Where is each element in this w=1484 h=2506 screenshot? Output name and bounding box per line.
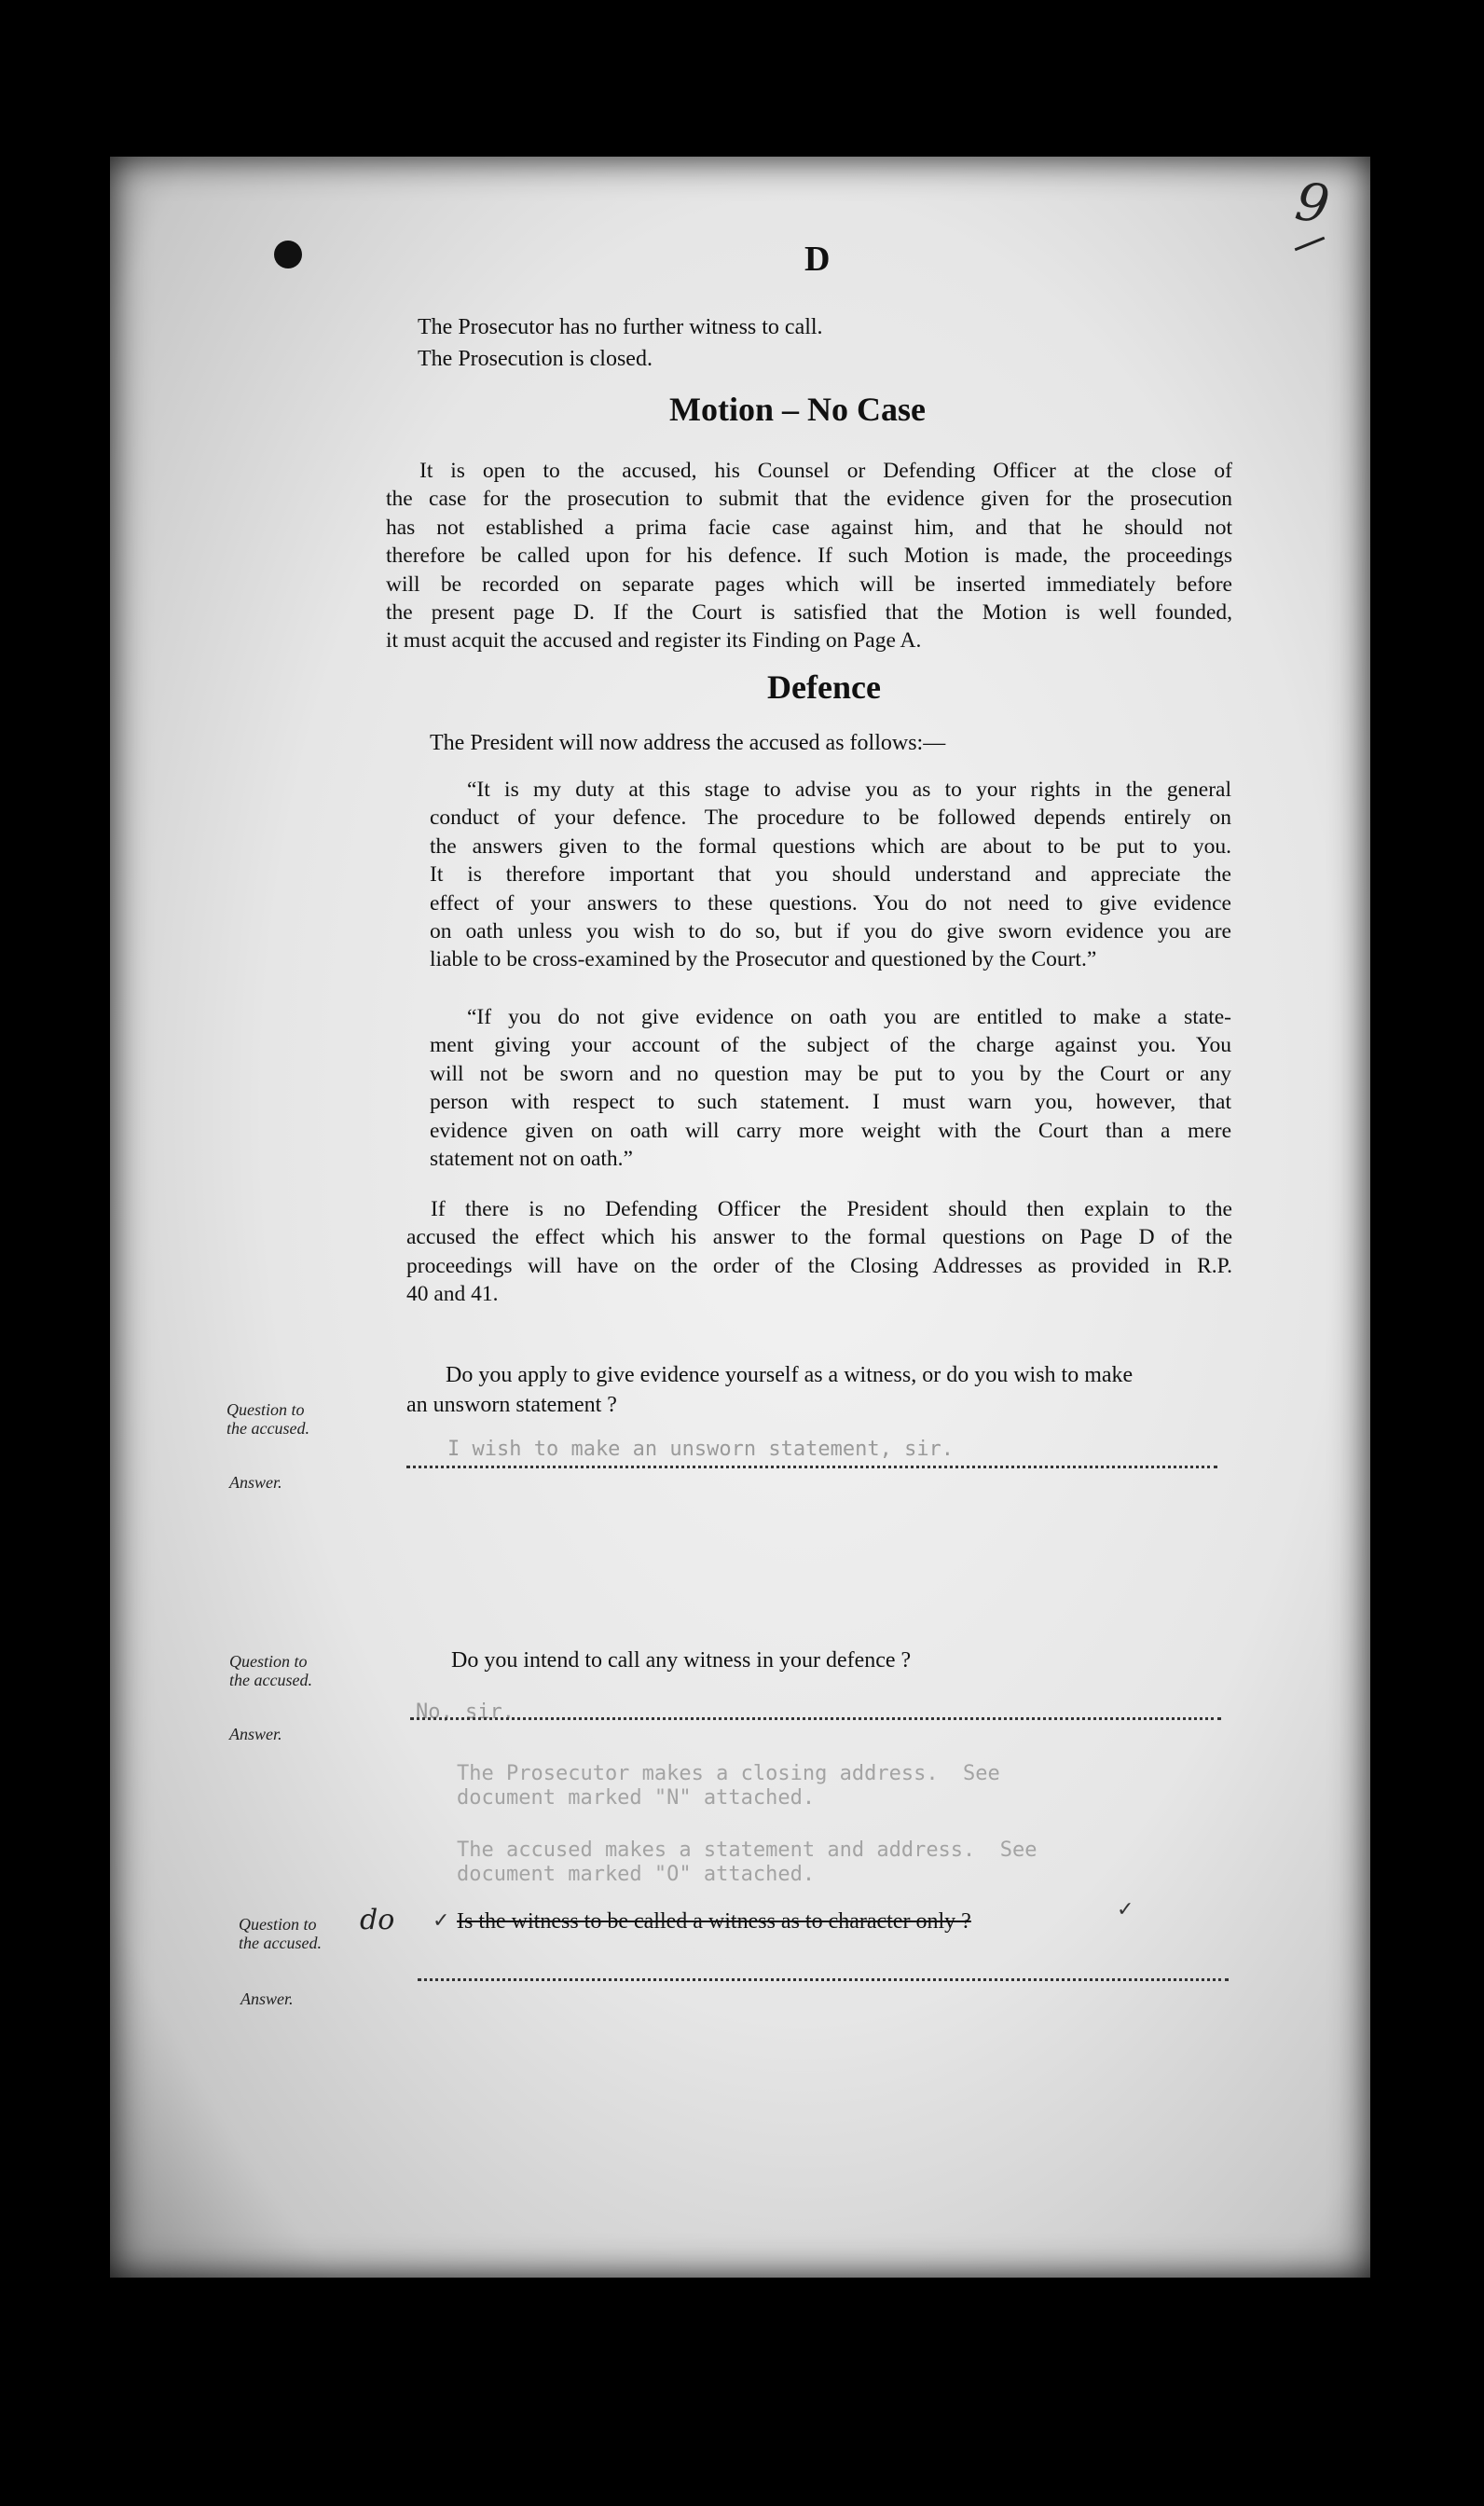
motion-line: therefore be called upon for his defence. If such Motion is made, the proceedings xyxy=(386,544,1232,569)
typed-note-1 xyxy=(457,1762,1000,1811)
q2-answer-text: No, sir. xyxy=(416,1700,515,1724)
question-label-line-2: the accused. xyxy=(239,1934,322,1952)
quote1-line: the answers given to the formal questions which are about to be put to you. xyxy=(430,833,1231,859)
tick-mark-right-icon: ✓ xyxy=(1117,1898,1134,1921)
handwritten-page-number: 9 xyxy=(1291,171,1333,237)
quote1-line: It is therefore important that you should understand and appreciate the xyxy=(430,862,1231,888)
q3-margin-label xyxy=(239,1915,322,1952)
q1-answer-text: I wish to make an unsworn statement, sir. xyxy=(447,1438,955,1461)
motion-line: the present page D. If the Court is satisfied that the Motion is well founded, xyxy=(386,600,1232,626)
quote1-line: conduct of your defence. The procedure to be followed depends entirely on xyxy=(430,806,1231,831)
typed-note-2-line-1: The accused makes a statement and address. See xyxy=(457,1838,1037,1862)
note-line: proceedings will have on the order of the Closing Addresses as provided in R.P. xyxy=(406,1253,1232,1278)
typed-note-2 xyxy=(457,1838,1037,1887)
motion-paragraph xyxy=(386,457,1232,655)
motion-line: it must acquit the accused and register its Finding on Page A. xyxy=(386,628,922,654)
motion-line: has not established a prima facie case against him, and that he should not xyxy=(386,515,1232,540)
typed-note-1-line-2: document marked "N" attached. xyxy=(457,1786,816,1810)
intro-line-2: The Prosecution is closed. xyxy=(418,347,653,371)
question-label-line-1: Question to xyxy=(239,1915,317,1934)
punch-hole xyxy=(274,241,302,268)
quote2-line: evidence given on oath will carry more weight with the Court than a mere xyxy=(430,1118,1231,1143)
q1-answer-label: Answer. xyxy=(229,1473,282,1492)
question-label-line-2: the accused. xyxy=(227,1419,309,1438)
page-letter: D xyxy=(804,240,831,279)
q1-question-line-1: Do you apply to give evidence yourself as a witness, or do you wish to make xyxy=(446,1363,1134,1387)
quote2-line: ment giving your account of the subject of the charge against you. You xyxy=(430,1033,1231,1058)
quote2-line: person with respect to such statement. I must warn you, however, that xyxy=(430,1090,1231,1115)
defence-quote-1 xyxy=(430,776,1231,974)
q1-answer-line xyxy=(406,1466,1217,1468)
motion-line: It is open to the accused, his Counsel or Defending Officer at the close of xyxy=(419,459,1232,483)
quote1-line: on oath unless you wish to do so, but if you do give sworn evidence you are xyxy=(430,919,1231,944)
note-line: 40 and 41. xyxy=(406,1282,499,1307)
handwritten-mark: do xyxy=(360,1904,395,1936)
q1-question-line-2: an unsworn statement ? xyxy=(406,1393,617,1417)
note-line: accused the effect which his answer to the formal questions on Page D of the xyxy=(406,1225,1232,1250)
defence-note xyxy=(406,1195,1232,1309)
motion-line: will be recorded on separate pages which will be inserted immediately before xyxy=(386,571,1232,597)
q2-question: Do you intend to call any witness in your defence ? xyxy=(451,1648,912,1673)
intro-line-1: The Prosecutor has no further witness to call. xyxy=(418,315,823,339)
defence-intro: The President will now address the accused as follows:— xyxy=(430,731,946,755)
motion-heading: Motion – No Case xyxy=(669,391,926,428)
q3-answer-line xyxy=(418,1978,1229,1981)
tick-mark-left-icon: ✓ xyxy=(433,1909,450,1933)
question-label-line-2: the accused. xyxy=(229,1671,312,1689)
defence-quote-2 xyxy=(430,1003,1231,1173)
q2-answer-line xyxy=(410,1717,1221,1720)
defence-heading: Defence xyxy=(767,668,881,706)
motion-line: the case for the prosecution to submit that the evidence given for the prosecution xyxy=(386,487,1232,512)
document-page xyxy=(110,157,1370,2278)
note-line: If there is no Defending Officer the President should then explain to the xyxy=(431,1197,1232,1221)
question-label-line-1: Question to xyxy=(227,1400,305,1419)
quote1-line: effect of your answers to these questions. You do not need to give evidence xyxy=(430,890,1231,916)
q2-margin-label xyxy=(229,1652,312,1689)
question-label-line-1: Question to xyxy=(229,1652,308,1671)
quote1-line: liable to be cross-examined by the Prosecutor and questioned by the Court.” xyxy=(430,947,1097,972)
typed-note-2-line-2: document marked "O" attached. xyxy=(457,1863,816,1886)
page-number-stroke xyxy=(1295,237,1326,252)
q3-answer-label: Answer. xyxy=(240,1990,294,2008)
quote2-line: will not be sworn and no question may be put to you by the Court or any xyxy=(430,1061,1231,1086)
q3-struck-question: Is the witness to be called a witness as to character only ? xyxy=(457,1909,971,1934)
quote2-line: “If you do not give evidence on oath you are entitled to make a state- xyxy=(467,1005,1231,1029)
quote2-line: statement not on oath.” xyxy=(430,1147,633,1172)
q1-margin-label xyxy=(227,1400,309,1438)
q2-answer-label: Answer. xyxy=(229,1725,282,1743)
quote1-line: “It is my duty at this stage to advise you as to your rights in the general xyxy=(467,778,1231,802)
typed-note-1-line-1: The Prosecutor makes a closing address. See xyxy=(457,1762,1000,1785)
